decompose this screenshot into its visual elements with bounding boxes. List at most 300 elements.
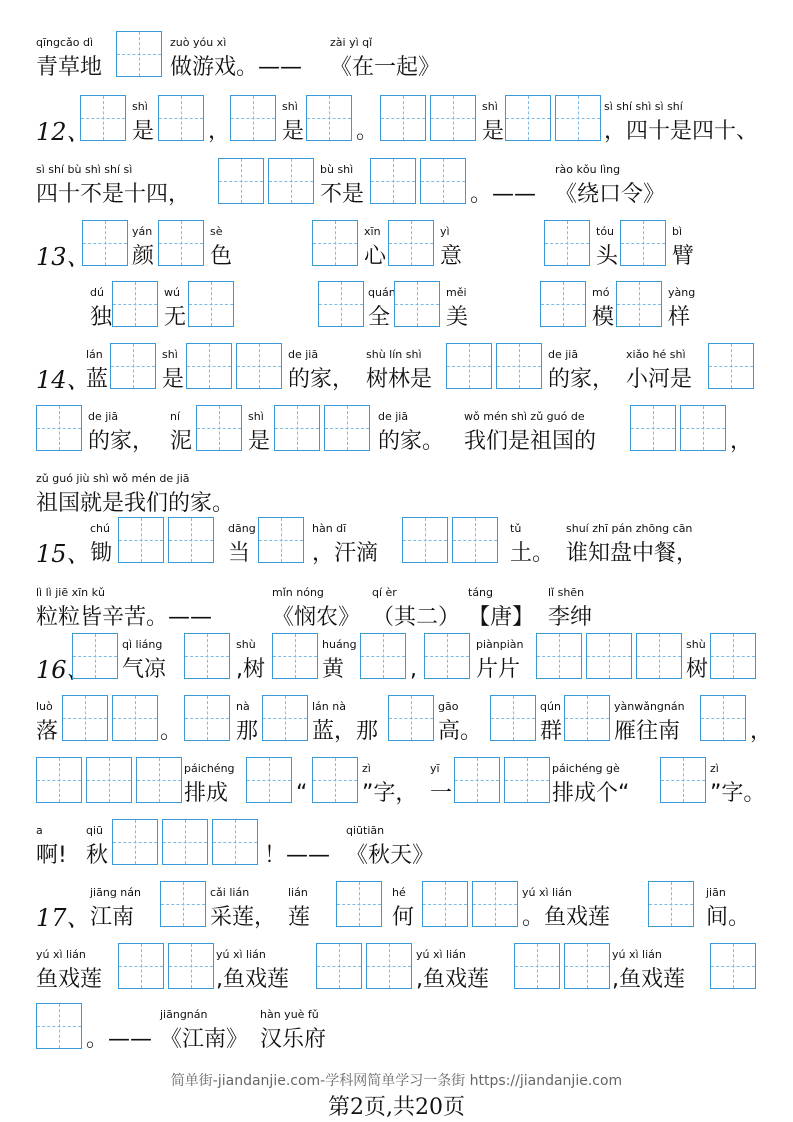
tianzige-writing-box[interactable]	[540, 281, 586, 327]
writing-box-group	[112, 281, 162, 329]
pinyin-label: táng	[468, 586, 494, 599]
tianzige-writing-box[interactable]	[388, 695, 434, 741]
writing-box-group	[402, 517, 502, 565]
writing-box-group	[82, 220, 132, 268]
pinyin-label: shì	[248, 410, 264, 423]
writing-box-group	[318, 281, 368, 329]
pinyin-label: hé	[392, 886, 406, 899]
tianzige-writing-box[interactable]	[86, 757, 132, 803]
tianzige-writing-box[interactable]	[196, 405, 242, 451]
pinyin-label: mó	[592, 286, 610, 299]
writing-box-group	[336, 881, 386, 929]
chinese-text: 是	[162, 367, 185, 392]
pinyin-label: qiū	[86, 824, 104, 837]
pinyin-label: qí èr	[372, 586, 397, 599]
writing-box-group	[490, 695, 540, 743]
tianzige-writing-box[interactable]	[490, 695, 536, 741]
tianzige-writing-box[interactable]	[62, 695, 108, 741]
chinese-text: 全	[368, 305, 391, 330]
tianzige-writing-box[interactable]	[446, 343, 492, 389]
pinyin-label: qiūtiān	[346, 824, 385, 837]
pinyin-label: dāng	[228, 522, 256, 535]
tianzige-writing-box[interactable]	[162, 819, 208, 865]
chinese-text: 我们是祖国的	[464, 429, 597, 454]
tianzige-writing-box[interactable]	[388, 220, 434, 266]
chinese-text: 蓝	[86, 367, 109, 392]
text-line	[0, 816, 793, 876]
writing-box-group	[306, 95, 356, 143]
writing-box-group	[184, 695, 234, 743]
writing-box-group	[446, 343, 546, 391]
pinyin-label: shuí zhī pán zhōng cān	[566, 522, 693, 535]
chinese-text: 雁往南	[614, 719, 681, 744]
tianzige-writing-box[interactable]	[710, 633, 756, 679]
tianzige-writing-box[interactable]	[586, 633, 632, 679]
tianzige-writing-box[interactable]	[112, 819, 158, 865]
chinese-text: 江南	[90, 905, 135, 930]
writing-box-group	[536, 633, 686, 681]
writing-box-group	[80, 95, 130, 143]
writing-box-group	[700, 695, 750, 743]
writing-box-group	[262, 695, 312, 743]
tianzige-writing-box[interactable]	[394, 281, 440, 327]
writing-box-group	[186, 343, 286, 391]
chinese-text: ,树	[236, 657, 265, 682]
pinyin-label: tóu	[596, 225, 615, 238]
text-line	[0, 514, 793, 574]
pinyin-label: shì	[282, 100, 298, 113]
writing-box-group	[272, 633, 322, 681]
pinyin-label: qīngcǎo dì	[36, 36, 94, 49]
writing-box-group	[388, 695, 438, 743]
tianzige-writing-box[interactable]	[36, 1003, 82, 1049]
chinese-text: 色	[210, 244, 233, 269]
chinese-text: 树林是	[366, 367, 433, 392]
tianzige-writing-box[interactable]	[472, 881, 518, 927]
writing-box-group	[514, 943, 614, 991]
pinyin-label: wú	[164, 286, 180, 299]
pinyin-label: yú xì lián	[216, 948, 266, 961]
chinese-text: 锄	[90, 541, 113, 566]
pinyin-label: qì liáng	[122, 638, 163, 651]
tianzige-writing-box[interactable]	[268, 158, 314, 204]
tianzige-writing-box[interactable]	[424, 633, 470, 679]
tianzige-writing-box[interactable]	[316, 943, 362, 989]
text-line	[0, 878, 793, 938]
chinese-text: 莲	[288, 905, 311, 930]
chinese-text: 李绅	[548, 605, 593, 630]
tianzige-writing-box[interactable]	[188, 281, 234, 327]
question-number-text: 12、	[36, 118, 91, 146]
tianzige-writing-box[interactable]	[262, 695, 308, 741]
pinyin-label: chú	[90, 522, 110, 535]
pinyin-label: hàn yuè fǔ	[260, 1008, 319, 1021]
tianzige-writing-box[interactable]	[246, 757, 292, 803]
writing-box-group	[660, 757, 710, 805]
writing-box-group	[424, 633, 474, 681]
question-number-text: 17、	[36, 904, 91, 932]
chinese-text: 样	[668, 305, 691, 330]
writing-box-group	[616, 281, 666, 329]
text-line	[0, 340, 793, 400]
writing-box-group	[370, 158, 470, 206]
tianzige-writing-box[interactable]	[272, 633, 318, 679]
tianzige-writing-box[interactable]	[318, 281, 364, 327]
chinese-text: 无	[164, 305, 187, 330]
chinese-text: 何	[392, 905, 415, 930]
pinyin-label: páichéng gè	[552, 762, 620, 775]
chinese-text: 独	[90, 305, 113, 330]
pinyin-label: jiān	[706, 886, 726, 899]
pinyin-label: xiǎo hé shì	[626, 348, 686, 361]
text-line	[0, 754, 793, 814]
tianzige-writing-box[interactable]	[504, 757, 550, 803]
tianzige-writing-box[interactable]	[536, 633, 582, 679]
chinese-text: 排成	[184, 781, 229, 806]
pinyin-label: zì	[362, 762, 371, 775]
chinese-text: 是	[482, 119, 505, 144]
pinyin-label: shù	[686, 638, 706, 651]
writing-box-group	[258, 517, 308, 565]
tianzige-writing-box[interactable]	[430, 95, 476, 141]
pinyin-label: sì shí bù shì shí sì	[36, 163, 133, 176]
tianzige-writing-box[interactable]	[564, 943, 610, 989]
chinese-text: 。	[356, 119, 379, 144]
chinese-text: 臂	[672, 244, 695, 269]
chinese-text: 土。	[510, 541, 555, 566]
pinyin-label: rào kǒu lìng	[555, 163, 621, 176]
writing-box-group	[630, 405, 730, 453]
text-line	[0, 28, 793, 88]
writing-box-group	[218, 158, 318, 206]
pinyin-label: yī	[430, 762, 440, 775]
question-number-text: 16、	[36, 656, 91, 684]
pinyin-label: hàn dī	[312, 522, 347, 535]
writing-box-group	[112, 819, 262, 867]
chinese-text: ！——	[264, 843, 331, 868]
pinyin-label: piànpiàn	[476, 638, 524, 651]
pinyin-label: jiāngnán	[160, 1008, 208, 1021]
tianzige-writing-box[interactable]	[158, 95, 204, 141]
tianzige-writing-box[interactable]	[680, 405, 726, 451]
writing-box-group	[454, 757, 554, 805]
tianzige-writing-box[interactable]	[36, 757, 82, 803]
chinese-text: 的家，	[88, 429, 155, 454]
pinyin-label: lián	[288, 886, 308, 899]
chinese-text: 间。	[706, 905, 751, 930]
chinese-text: 。鱼戏莲	[522, 905, 611, 930]
chinese-text: ”字。	[710, 781, 766, 806]
tianzige-writing-box[interactable]	[324, 405, 370, 451]
pinyin-label: tǔ	[510, 522, 522, 535]
pinyin-label: yú xì lián	[522, 886, 572, 899]
tianzige-writing-box[interactable]	[544, 220, 590, 266]
writing-box-group	[708, 343, 758, 391]
tianzige-writing-box[interactable]	[620, 220, 666, 266]
chinese-text: 树	[686, 657, 709, 682]
tianzige-writing-box[interactable]	[514, 943, 560, 989]
tianzige-writing-box[interactable]	[112, 281, 158, 327]
pinyin-label: de jiā	[88, 410, 119, 423]
pinyin-label: de jiā	[548, 348, 579, 361]
writing-box-group	[316, 943, 416, 991]
chinese-text: 的家，	[548, 367, 615, 392]
chinese-text: 是	[248, 429, 271, 454]
tianzige-writing-box[interactable]	[118, 943, 164, 989]
pinyin-label: zì	[710, 762, 719, 775]
pinyin-label: lì lì jiē xīn kǔ	[36, 586, 105, 599]
page-number: 第2页,共20页	[328, 1095, 465, 1120]
chinese-text: ，	[208, 119, 231, 144]
writing-box-group	[72, 633, 122, 681]
pinyin-label: xīn	[364, 225, 381, 238]
tianzige-writing-box[interactable]	[555, 95, 601, 141]
text-line	[0, 278, 793, 338]
tianzige-writing-box[interactable]	[708, 343, 754, 389]
chinese-text: 【唐】	[468, 605, 535, 630]
pinyin-label: zài yì qǐ	[330, 36, 373, 49]
pinyin-label: měi	[446, 286, 467, 299]
chinese-text: “	[296, 781, 308, 806]
chinese-text: 群	[540, 719, 563, 744]
chinese-text: 美	[446, 305, 469, 330]
writing-box-group	[360, 633, 410, 681]
chinese-text: 意	[440, 244, 463, 269]
tianzige-writing-box[interactable]	[336, 881, 382, 927]
tianzige-writing-box[interactable]	[168, 943, 214, 989]
text-line	[0, 155, 793, 215]
pinyin-label: lán nà	[312, 700, 346, 713]
pinyin-label: qún	[540, 700, 561, 713]
chinese-text: 落	[36, 719, 59, 744]
writing-box-group	[620, 220, 670, 268]
chinese-text: 颜	[132, 244, 155, 269]
chinese-text: 《秋天》	[346, 843, 435, 868]
tianzige-writing-box[interactable]	[312, 757, 358, 803]
tianzige-writing-box[interactable]	[660, 757, 706, 803]
tianzige-writing-box[interactable]	[420, 158, 466, 204]
tianzige-writing-box[interactable]	[366, 943, 412, 989]
writing-box-group	[422, 881, 522, 929]
chinese-text: 做游戏。——	[170, 55, 303, 80]
chinese-text: ,鱼戏莲	[612, 967, 685, 992]
chinese-text: 《悯农》	[272, 605, 361, 630]
pinyin-label: cǎi lián	[210, 886, 250, 899]
chinese-text: 小河是	[626, 367, 693, 392]
writing-box-group	[196, 405, 246, 453]
writing-box-group	[36, 405, 86, 453]
tianzige-writing-box[interactable]	[112, 695, 158, 741]
tianzige-writing-box[interactable]	[402, 517, 448, 563]
tianzige-writing-box[interactable]	[82, 220, 128, 266]
chinese-text: ”字，	[362, 781, 418, 806]
writing-box-group	[394, 281, 444, 329]
writing-box-group	[230, 95, 280, 143]
chinese-text: 粒粒皆辛苦。——	[36, 605, 213, 630]
chinese-text: 排成个“	[552, 781, 630, 806]
chinese-text: 谁知盘中餐，	[566, 541, 699, 566]
pinyin-label: gāo	[438, 700, 459, 713]
chinese-text: （其二）	[372, 605, 461, 630]
chinese-text: ，四十是四十、	[604, 119, 759, 144]
writing-box-group	[118, 943, 218, 991]
chinese-text: ，	[730, 429, 753, 454]
tianzige-writing-box[interactable]	[184, 695, 230, 741]
writing-box-group	[116, 31, 166, 79]
text-line	[0, 940, 793, 1000]
chinese-text: 是	[282, 119, 305, 144]
pinyin-label: yàng	[668, 286, 696, 299]
tianzige-writing-box[interactable]	[116, 31, 162, 77]
chinese-text: 秋	[86, 843, 109, 868]
watermark-text: 简单街-jiandanjie.com-学科网简单学习一条街 https://jiandanjie.com	[170, 1073, 623, 1089]
tianzige-writing-box[interactable]	[700, 695, 746, 741]
pinyin-label: jiāng nán	[90, 886, 141, 899]
chinese-text: 《绕口令》	[555, 182, 666, 207]
pinyin-label: shì	[162, 348, 178, 361]
pinyin-label: shì	[132, 100, 148, 113]
text-line	[0, 578, 793, 638]
pinyin-label: lǐ shēn	[548, 586, 585, 599]
pinyin-label: zuò yóu xì	[170, 36, 227, 49]
tianzige-writing-box[interactable]	[110, 343, 156, 389]
chinese-text: 当	[228, 541, 251, 566]
tianzige-writing-box[interactable]	[36, 405, 82, 451]
tianzige-writing-box[interactable]	[454, 757, 500, 803]
chinese-text: 。	[160, 719, 183, 744]
writing-box-group	[36, 1003, 86, 1051]
chinese-text: 鱼戏莲	[36, 967, 103, 992]
chinese-text: 泥	[170, 429, 193, 454]
pinyin-label: de jiā	[288, 348, 319, 361]
text-line	[0, 92, 793, 152]
chinese-text: 采莲，	[210, 905, 277, 930]
tianzige-writing-box[interactable]	[452, 517, 498, 563]
tianzige-writing-box[interactable]	[218, 158, 264, 204]
pinyin-label: nà	[236, 700, 250, 713]
chinese-text: 高。	[438, 719, 483, 744]
writing-box-group	[710, 943, 760, 991]
writing-box-group	[184, 633, 234, 681]
writing-box-group	[540, 281, 590, 329]
chinese-text: 黄	[322, 657, 345, 682]
question-number-text: 13、	[36, 243, 91, 271]
pinyin-label: bì	[672, 225, 683, 238]
tianzige-writing-box[interactable]	[258, 517, 304, 563]
pinyin-label: huáng	[322, 638, 357, 651]
pinyin-label: quán	[368, 286, 396, 299]
writing-box-group	[544, 220, 594, 268]
tianzige-writing-box[interactable]	[630, 405, 676, 451]
tianzige-writing-box[interactable]	[370, 158, 416, 204]
tianzige-writing-box[interactable]	[184, 633, 230, 679]
tianzige-writing-box[interactable]	[72, 633, 118, 679]
tianzige-writing-box[interactable]	[505, 95, 551, 141]
pinyin-label: ní	[170, 410, 181, 423]
tianzige-writing-box[interactable]	[648, 881, 694, 927]
chinese-text: 青草地	[36, 55, 103, 80]
writing-box-group	[110, 343, 160, 391]
pinyin-label: lán	[86, 348, 103, 361]
writing-box-group	[158, 95, 208, 143]
tianzige-writing-box[interactable]	[118, 517, 164, 563]
writing-box-group	[188, 281, 238, 329]
tianzige-writing-box[interactable]	[380, 95, 426, 141]
chinese-text: 气凉	[122, 657, 167, 682]
tianzige-writing-box[interactable]	[186, 343, 232, 389]
pinyin-label: shù	[236, 638, 256, 651]
chinese-text: 片片	[476, 657, 521, 682]
pinyin-label: wǒ mén shì zǔ guó de	[464, 410, 585, 423]
writing-box-group	[388, 220, 438, 268]
tianzige-writing-box[interactable]	[136, 757, 182, 803]
writing-box-group	[118, 517, 218, 565]
chinese-text: 。——	[470, 182, 537, 207]
chinese-text: 的家。	[378, 429, 445, 454]
tianzige-writing-box[interactable]	[160, 881, 206, 927]
writing-box-group	[380, 95, 480, 143]
writing-box-group	[312, 220, 362, 268]
tianzige-writing-box[interactable]	[306, 95, 352, 141]
pinyin-label: luò	[36, 700, 53, 713]
chinese-text: 《江南》	[160, 1027, 249, 1052]
tianzige-writing-box[interactable]	[710, 943, 756, 989]
tianzige-writing-box[interactable]	[496, 343, 542, 389]
writing-box-group	[62, 695, 162, 743]
pinyin-label: yú xì lián	[416, 948, 466, 961]
writing-box-group	[564, 695, 614, 743]
tianzige-writing-box[interactable]	[168, 517, 214, 563]
chinese-text: 那	[236, 719, 259, 744]
chinese-text: ,鱼戏莲	[416, 967, 489, 992]
chinese-text: 一	[430, 781, 453, 806]
tianzige-writing-box[interactable]	[212, 819, 258, 865]
tianzige-writing-box[interactable]	[312, 220, 358, 266]
pinyin-label: sì shí shì sì shí	[604, 100, 683, 113]
tianzige-writing-box[interactable]	[616, 281, 662, 327]
tianzige-writing-box[interactable]	[360, 633, 406, 679]
tianzige-writing-box[interactable]	[80, 95, 126, 141]
chinese-text: ,鱼戏莲	[216, 967, 289, 992]
writing-box-group	[710, 633, 760, 681]
pinyin-label: de jiā	[378, 410, 409, 423]
chinese-text: 四十不是十四，	[36, 182, 191, 207]
tianzige-writing-box[interactable]	[236, 343, 282, 389]
pinyin-label: yànwǎngnán	[614, 700, 685, 713]
tianzige-writing-box[interactable]	[274, 405, 320, 451]
tianzige-writing-box[interactable]	[564, 695, 610, 741]
text-line	[0, 630, 793, 690]
text-line	[0, 692, 793, 752]
tianzige-writing-box[interactable]	[422, 881, 468, 927]
tianzige-writing-box[interactable]	[636, 633, 682, 679]
question-number-text: 15、	[36, 540, 91, 568]
pinyin-label: a	[36, 824, 43, 837]
pinyin-label: yán	[132, 225, 153, 238]
pinyin-label: sè	[210, 225, 223, 238]
chinese-text: 模	[592, 305, 615, 330]
chinese-text: 是	[132, 119, 155, 144]
chinese-text: 祖国就是我们的家。	[36, 491, 235, 516]
pinyin-label: yú xì lián	[612, 948, 662, 961]
chinese-text: ，汗滴	[312, 541, 379, 566]
chinese-text: 蓝，那	[312, 719, 379, 744]
tianzige-writing-box[interactable]	[230, 95, 276, 141]
tianzige-writing-box[interactable]	[158, 220, 204, 266]
chinese-text: 啊!	[36, 843, 67, 868]
chinese-text: ,	[410, 657, 417, 682]
chinese-text: 《在一起》	[330, 55, 441, 80]
